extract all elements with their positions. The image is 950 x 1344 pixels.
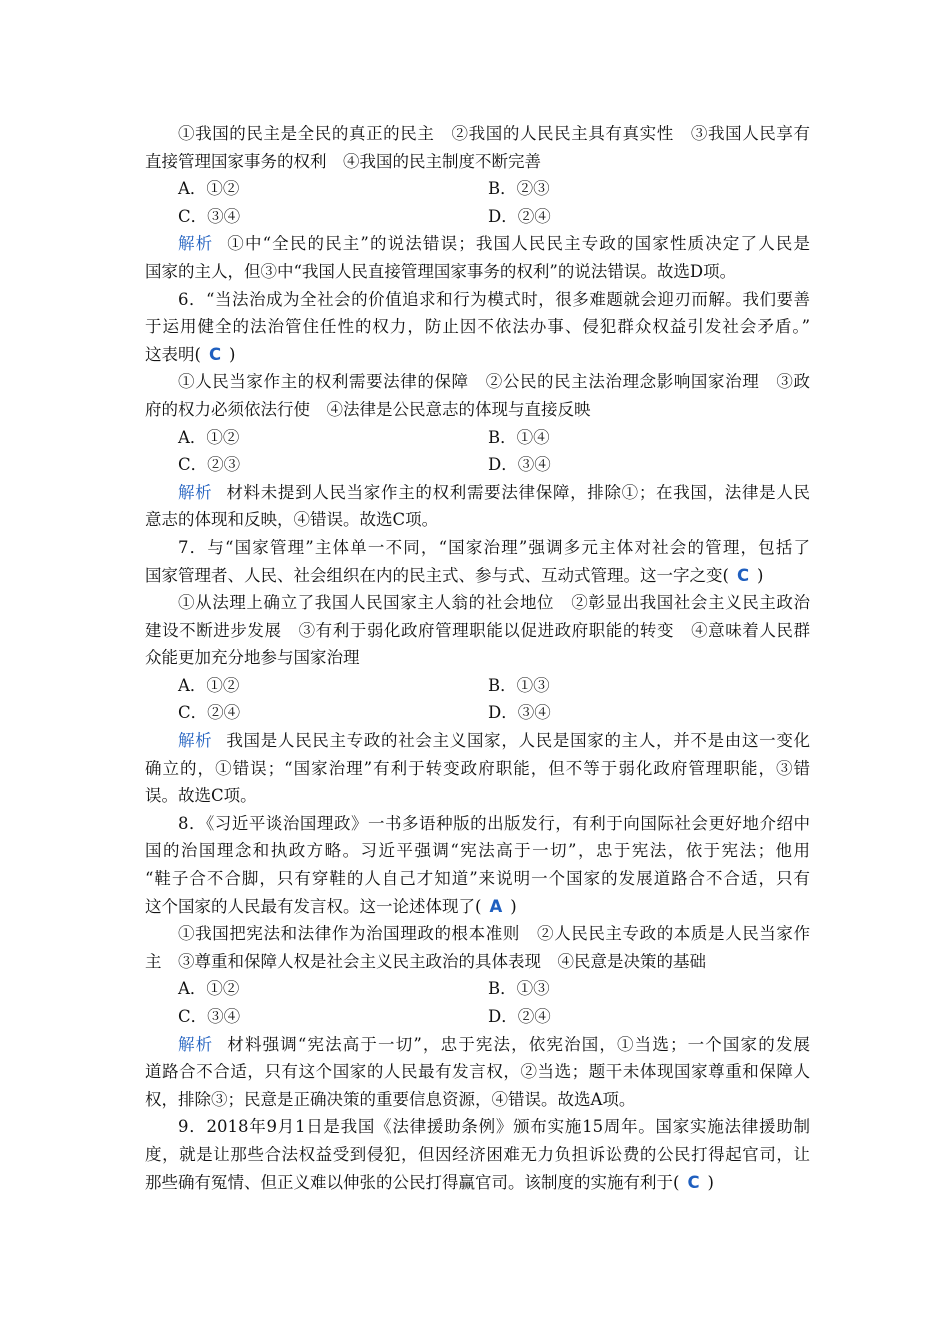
q6-analysis-line-1 [145,479,810,507]
analysis-label: 解析 [178,482,213,502]
q5-option-b: B．②③ [488,179,550,199]
q9-stem-line-2: 度，就是让那些合法权益受到侵犯，但因经济困难无力负担诉讼费的公民打得起官司，让 [145,1144,810,1164]
q8-stem-tail: 这个国家的人民最有发言权。这一论述体现了( [145,896,482,916]
q6-statements-line-2: 府的权力必须依法行使 ④法律是公民意志的体现与直接反映 [145,399,591,419]
q8-analysis-text-1: 材料强调“宪法高于一切”，忠于宪法，依宪治国，①当选；一个国家的发展 [227,1034,810,1054]
q8-statements-line-1: ①我国把宪法和法律作为治国理政的根本准则 ②人民民主专政的本质是人民当家作 [178,924,810,944]
q6-close-paren: ) [229,344,236,364]
q8-option-c: C．③④ [178,1007,241,1026]
q8-options-row-2 [145,1003,810,1031]
q7-analysis-line-1 [145,727,810,755]
q6-answer: C [208,344,222,364]
q9-close-paren: ) [707,1172,714,1192]
q8-option-a: A．①② [178,979,240,999]
q7-stem-line-1: 7．与“国家管理”主体单一不同，“国家治理”强调多元主体对社会的管理，包括了 [178,537,810,557]
q7-analysis-text-1: 我国是人民民主专政的社会主义国家，人民是国家的主人，并不是由这一变化 [226,731,811,751]
q6-stem-tail: 这表明( [145,344,201,364]
q8-analysis-line-1 [145,1031,810,1059]
q5-statements-line-2: 直接管理国家事务的权利 ④我国的民主制度不断完善 [145,151,541,171]
q7-option-a: A．①② [178,675,240,695]
q8-close-paren: ) [510,896,517,916]
question-page [145,120,810,1196]
q8-statements-line-2: 主 ③尊重和保障人权是社会主义民主政治的具体表现 ④民意是决策的基础 [145,951,706,971]
q7-statements-line-3: 众能更加充分地参与国家治理 [145,648,360,668]
q6-analysis-line-2: 意志的体现和反映，④错误。故选C项。 [145,510,439,530]
q6-options-row-2 [145,451,810,479]
q5-analysis-text-1: ①中“全民的民主”的说法错误；我国人民民主专政的国家性质决定了人民是 [227,234,810,254]
q7-option-b: B．①③ [488,675,550,695]
q5-option-c: C．③④ [178,206,241,226]
q7-close-paren: ) [757,565,764,585]
q7-option-d: D．③④ [488,703,551,723]
q6-statements-line-1: ①人民当家作主的权利需要法律的保障 ②公民的民主法治理念影响国家治理 ③政 [178,372,810,392]
q7-options-row-2 [145,699,810,727]
q5-option-a: A．①② [178,179,240,199]
q8-options-row-1 [145,975,810,1003]
q7-answer: C [736,565,750,585]
q9-stem-line-3 [145,1169,810,1197]
q6-stem-line-1: 6．“当法治成为全社会的价值追求和行为模式时，很多难题就会迎刃而解。我们要善 [178,289,810,309]
q7-stem-line-2 [145,562,810,590]
q6-options-row-1 [145,424,810,452]
analysis-label: 解析 [178,1034,214,1054]
q6-option-d: D．③④ [488,455,551,475]
q6-stem-line-2: 于运用健全的法治管住任性的权力，防止因不依法办事、侵犯群众权益引发社会矛盾。” [145,317,810,337]
q8-analysis-line-2: 道路合不合适，只有这个国家的人民最有发言权，②当选；题干未体现国家尊重和保障人 [145,1062,810,1082]
q8-stem-line-3: “鞋子合不合脚，只有穿鞋的人自己才知道”来说明一个国家的发展道路合不合适，只有 [145,869,810,889]
q7-options-row-1 [145,672,810,700]
q7-analysis-line-2: 确立的，①错误；“国家治理”有利于转变政府职能，但不等于弱化政府管理职能，③错 [145,758,810,778]
q6-option-c: C．②③ [178,455,241,475]
q8-option-b: B．①③ [488,979,550,999]
q5-options-row-1 [145,175,810,203]
q7-statements-line-1: ①从法理上确立了我国人民国家主人翁的社会地位 ②彰显出我国社会主义民主政治 [178,593,810,613]
q9-stem-tail: 那些确有冤情、但正义难以伸张的公民打得赢官司。该制度的实施有利于( [145,1172,680,1192]
q7-analysis-line-3: 误。故选C项。 [145,786,257,806]
q5-analysis-line-1 [145,230,810,258]
q9-stem-line-1: 9．2018年9月1日是我国《法律援助条例》颁布实施15周年。国家实施法律援助制 [178,1117,810,1137]
q5-statements-line-1: ①我国的民主是全民的真正的民主 ②我国的人民民主具有真实性 ③我国人民享有 [178,124,810,143]
analysis-label: 解析 [178,731,213,751]
q9-answer: C [687,1172,700,1192]
q6-analysis-text-1: 材料未提到人民当家作主的权利需要法律保障，排除①；在我国，法律是人民 [226,482,811,502]
q8-stem-line-2: 国的治国理念和执政方略。习近平强调“宪法高于一切”，忠于宪法，依于宪法；他用 [145,841,810,861]
q7-option-c: C．②④ [178,703,241,723]
q8-option-d: D．②④ [488,1007,551,1026]
q8-stem-line-4 [145,893,810,921]
q8-analysis-line-3: 权，排除③；民意是正确决策的重要信息资源，④错误。故选A项。 [145,1089,636,1109]
q5-options-row-2 [145,203,810,231]
q6-option-b: B．①④ [488,427,550,447]
q6-stem-line-3 [145,341,810,369]
q5-option-d: D．②④ [488,206,551,226]
q8-stem-line-1: 8．《习近平谈治国理政》一书多语种版的出版发行，有利于向国际社会更好地介绍中 [178,813,810,833]
q7-statements-line-2: 建设不断进步发展 ③有利于弱化政府管理职能以促进政府职能的转变 ④意味着人民群 [145,620,810,640]
q5-analysis-line-2: 国家的主人，但③中“我国人民直接管理国家事务的权利”的说法错误。故选D项。 [145,261,737,281]
q8-answer: A [489,896,503,916]
analysis-label: 解析 [178,234,214,254]
q6-option-a: A．①② [178,427,240,447]
q7-stem-tail: 国家管理者、人民、社会组织在内的民主式、参与式、互动式管理。这一字之变( [145,565,729,585]
